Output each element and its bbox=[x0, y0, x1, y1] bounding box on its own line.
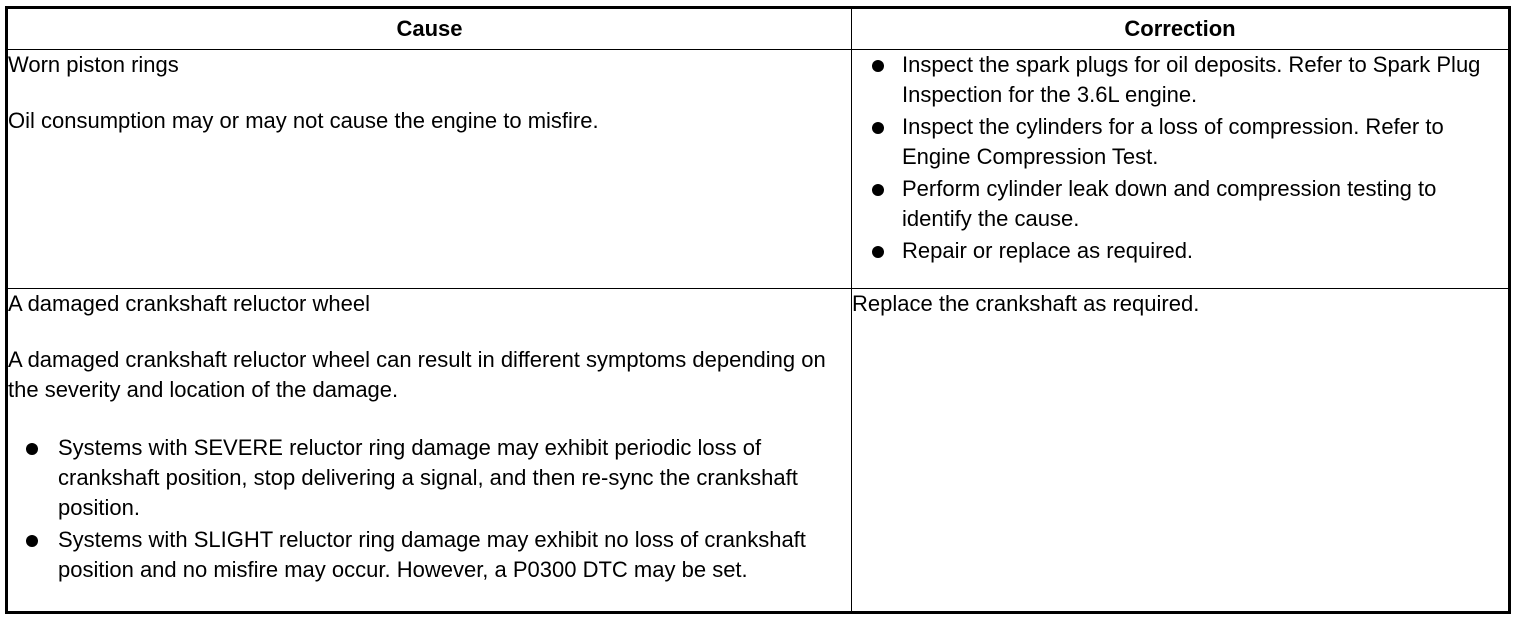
cause-note: A damaged crankshaft reluctor wheel can result in different symptoms depending on the severity and location of the damage. bbox=[8, 347, 826, 402]
bullet-icon bbox=[872, 60, 884, 72]
list-item bbox=[852, 50, 1508, 110]
bullet-icon bbox=[872, 184, 884, 196]
table-row bbox=[7, 50, 1510, 289]
list-item bbox=[8, 525, 851, 585]
header-cause: Cause bbox=[7, 8, 852, 50]
correction-cell bbox=[852, 50, 1510, 289]
list-item-text: Repair or replace as required. bbox=[902, 238, 1194, 263]
list-item-text: Inspect the cylinders for a loss of compression. Refer to Engine Compression Test. bbox=[902, 114, 1444, 169]
list-item bbox=[852, 112, 1508, 172]
header-correction: Correction bbox=[852, 8, 1510, 50]
cause-cell bbox=[7, 50, 852, 289]
cause-title: Worn piston rings bbox=[8, 52, 179, 77]
cause-correction-table bbox=[5, 6, 1511, 614]
list-item bbox=[8, 433, 851, 523]
bullet-icon bbox=[26, 535, 38, 547]
correction-bullet-list bbox=[852, 50, 1508, 266]
cause-title: A damaged crankshaft reluctor wheel bbox=[8, 291, 370, 316]
list-item bbox=[852, 174, 1508, 234]
list-item-text: Inspect the spark plugs for oil deposits. Refer to Spark Plug Inspection for the 3.6L engine. bbox=[902, 52, 1481, 107]
correction-text: Replace the crankshaft as required. bbox=[852, 291, 1200, 316]
list-item-text: Perform cylinder leak down and compression testing to identify the cause. bbox=[902, 176, 1437, 231]
table-row bbox=[7, 289, 1510, 613]
header-row bbox=[7, 8, 1510, 50]
bullet-icon bbox=[872, 246, 884, 258]
correction-cell bbox=[852, 289, 1510, 613]
bullet-icon bbox=[872, 122, 884, 134]
cause-note: Oil consumption may or may not cause the engine to misfire. bbox=[8, 108, 599, 133]
cause-cell bbox=[7, 289, 852, 613]
list-item-text: Systems with SLIGHT reluctor ring damage may exhibit no loss of crankshaft position and no misfire may occur. However, a P0300 DTC may be set. bbox=[58, 527, 806, 582]
cause-bullet-list bbox=[8, 433, 851, 585]
list-item bbox=[852, 236, 1508, 266]
bullet-icon bbox=[26, 443, 38, 455]
list-item-text: Systems with SEVERE reluctor ring damage may exhibit periodic loss of crankshaft position, stop delivering a signal, and then re-sync the crankshaft position. bbox=[58, 435, 798, 520]
